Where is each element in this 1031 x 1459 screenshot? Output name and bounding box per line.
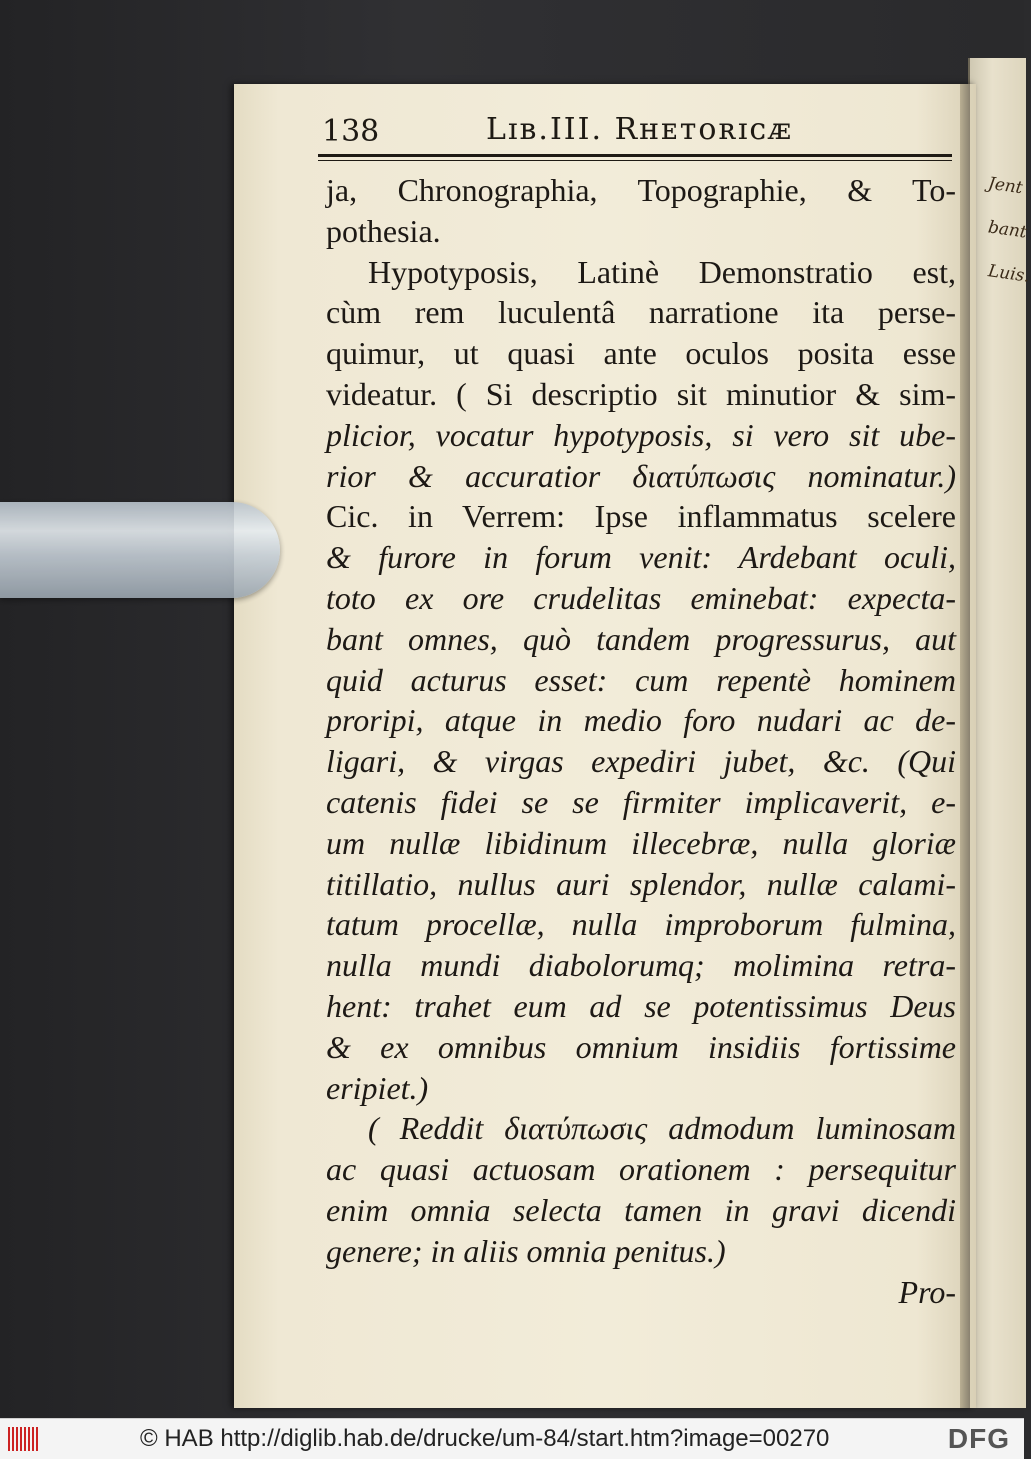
text-line: catenis fidei se se firmiter implicaverit, e- (326, 783, 956, 820)
text-line: genere; in aliis omnia penitus.) (326, 1232, 726, 1269)
text-line: pothesia. (326, 212, 441, 249)
header-rule-thick (318, 154, 952, 157)
dfg-logo: DFG (947, 1423, 1010, 1454)
page-header (322, 108, 952, 154)
text-line: plicior, vocatur hypotyposis, si vero sit ube- (326, 416, 956, 453)
text-line: proripi, atque in medio foro nudari ac de- (326, 702, 956, 739)
text-line: ja, Chronographia, Topographie, & To- (326, 172, 956, 208)
facing-page-edge (968, 58, 1031, 1408)
text-line: um nullæ libidinum illecebræ, nulla gloriæ (326, 824, 956, 861)
marginal-note-2: bant (986, 217, 1029, 243)
text-line: Pro- (898, 1273, 956, 1310)
text-line: & furore in forum venit: Ardebant oculi, (326, 539, 956, 576)
hab-logo-icon (8, 1427, 40, 1451)
text-line: Hypotyposis, Latinè Demonstratio est, (368, 253, 956, 290)
page-number: 138 (322, 114, 380, 149)
copyright-url[interactable]: © HAB http://diglib.hab.de/drucke/um-84/start.htm?image=00270 (140, 1425, 830, 1452)
marginal-note-3: Luis. (986, 261, 1031, 287)
text-line: toto ex ore crudelitas eminebat: expecta- (326, 579, 956, 616)
text-line: bant omnes, quò tandem progressurus, aut (326, 620, 956, 657)
text-line: quid acturus esset: cum repentè hominem (326, 661, 956, 698)
text-line: cùm rem luculentâ narratione ita perse- (326, 294, 956, 331)
text-line: hent: trahet eum ad se potentissimus Deus (326, 987, 956, 1024)
text-line: & ex omnibus omnium insidiis fortissime (326, 1028, 956, 1065)
text-line: eripiet.) (326, 1069, 429, 1106)
page-gutter-shadow (960, 84, 970, 1408)
page-body-text (326, 170, 956, 1312)
text-line: ac quasi actuosam orationem : persequitur (326, 1151, 956, 1188)
running-title: Lɪʙ.III. Rʜᴇᴛᴏʀɪᴄᴁ (486, 112, 794, 147)
text-line: nulla mundi diabolorumq; molimina retra- (326, 947, 956, 984)
text-line: enim omnia selecta tamen in gravi dicendi (326, 1191, 956, 1228)
text-line: rior & accuratior διατύπωσις nominatur.) (326, 457, 956, 494)
text-line: videatur. ( Si descriptio sit minutior & sim- (326, 375, 956, 412)
text-line: tatum procellæ, nulla improborum fulmina, (326, 906, 956, 943)
header-rule-thin (318, 160, 952, 161)
text-line: ( Reddit διατύπωσις admodum luminosam (368, 1110, 956, 1147)
viewer-footer (0, 1418, 1024, 1459)
text-line: ligari, & virgas expediri jubet, &c. (Qui (326, 743, 956, 780)
text-line: quimur, ut quasi ante oculos posita esse (326, 335, 956, 372)
text-line: titillatio, nullus auri splendor, nullæ calami- (326, 865, 956, 902)
glass-page-holder (0, 502, 280, 598)
text-line: Cic. in Verrem: Ipse inflammatus scelere (326, 498, 956, 535)
marginal-note-1: Jent (986, 173, 1024, 199)
